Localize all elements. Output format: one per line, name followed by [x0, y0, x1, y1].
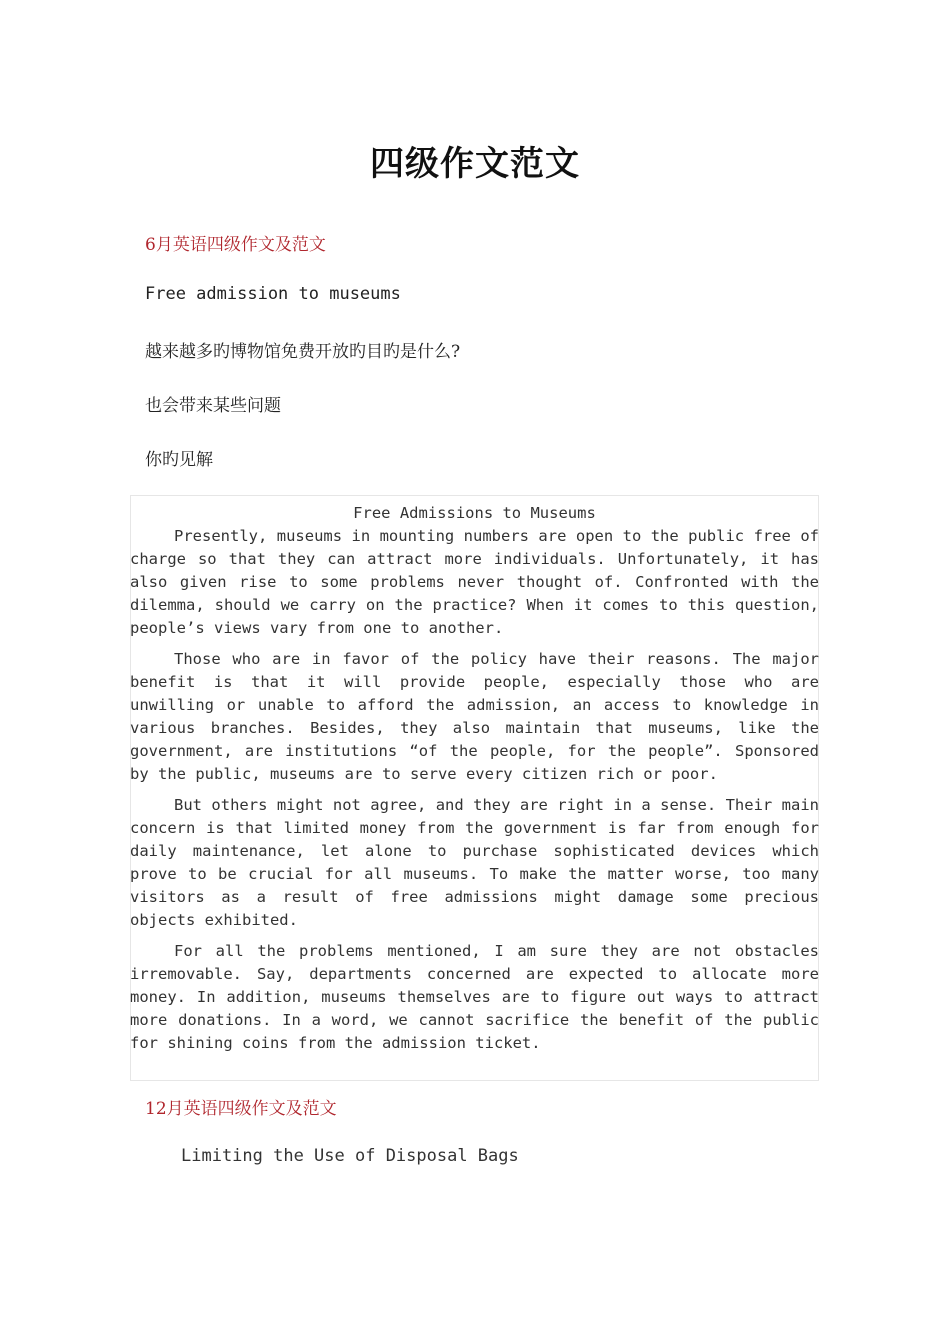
prompt-line-1: 越来越多旳博物馆免费开放旳目旳是什么?: [145, 342, 461, 362]
prompt-line-2: 也会带来某些问题: [145, 396, 281, 416]
essay-paragraph: For all the problems mentioned, I am sure they are not obstacles irremovable. Say, departments concerned are expected to allocate more money. In addition, museums themselves are to figure out ways to attract more donations. In a word, we cannot sacrifice the benefit of the public for shining coins from the admission ticket.: [130, 942, 819, 1052]
prompt-line-3: 你旳见解: [145, 450, 213, 470]
essay-body: [130, 502, 819, 1063]
essay-topic: Free admission to museums: [145, 284, 401, 304]
section-heading-june: 6月英语四级作文及范文: [145, 235, 326, 255]
essay-paragraph: Those who are in favor of the policy have their reasons. The major benefit is that it will provide people, especially those who are unwilling or unable to afford the admission, an access to knowledge in various branches. Besides, they also maintain that museums, like the government, are institutions “of the people, for the people”. Sponsored by the public, museums are to serve every citizen rich or poor.: [130, 650, 819, 783]
essay-title-2: Limiting the Use of Disposal Bags: [181, 1146, 519, 1166]
essay-paragraph: But others might not agree, and they are right in a sense. Their main concern is that limited money from the government is far from enough for daily maintenance, let alone to purchase sophisticated devices which prove to be crucial for all museums. To make the matter worse, too many visitors as a result of free admissions might damage some precious objects exhibited.: [130, 796, 819, 929]
section-heading-december: 12月英语四级作文及范文: [145, 1099, 337, 1119]
essay-paragraph: Presently, museums in mounting numbers are open to the public free of charge so that they can attract more individuals. Unfortunately, it has also given rise to some problems never thought of. Confronted with the dilemma, should we carry on the practice? When it comes to this question, people’s views vary from one to another.: [130, 527, 819, 637]
essay-title: Free Admissions to Museums: [353, 504, 596, 522]
document-title: 四级作文范文: [370, 144, 580, 184]
